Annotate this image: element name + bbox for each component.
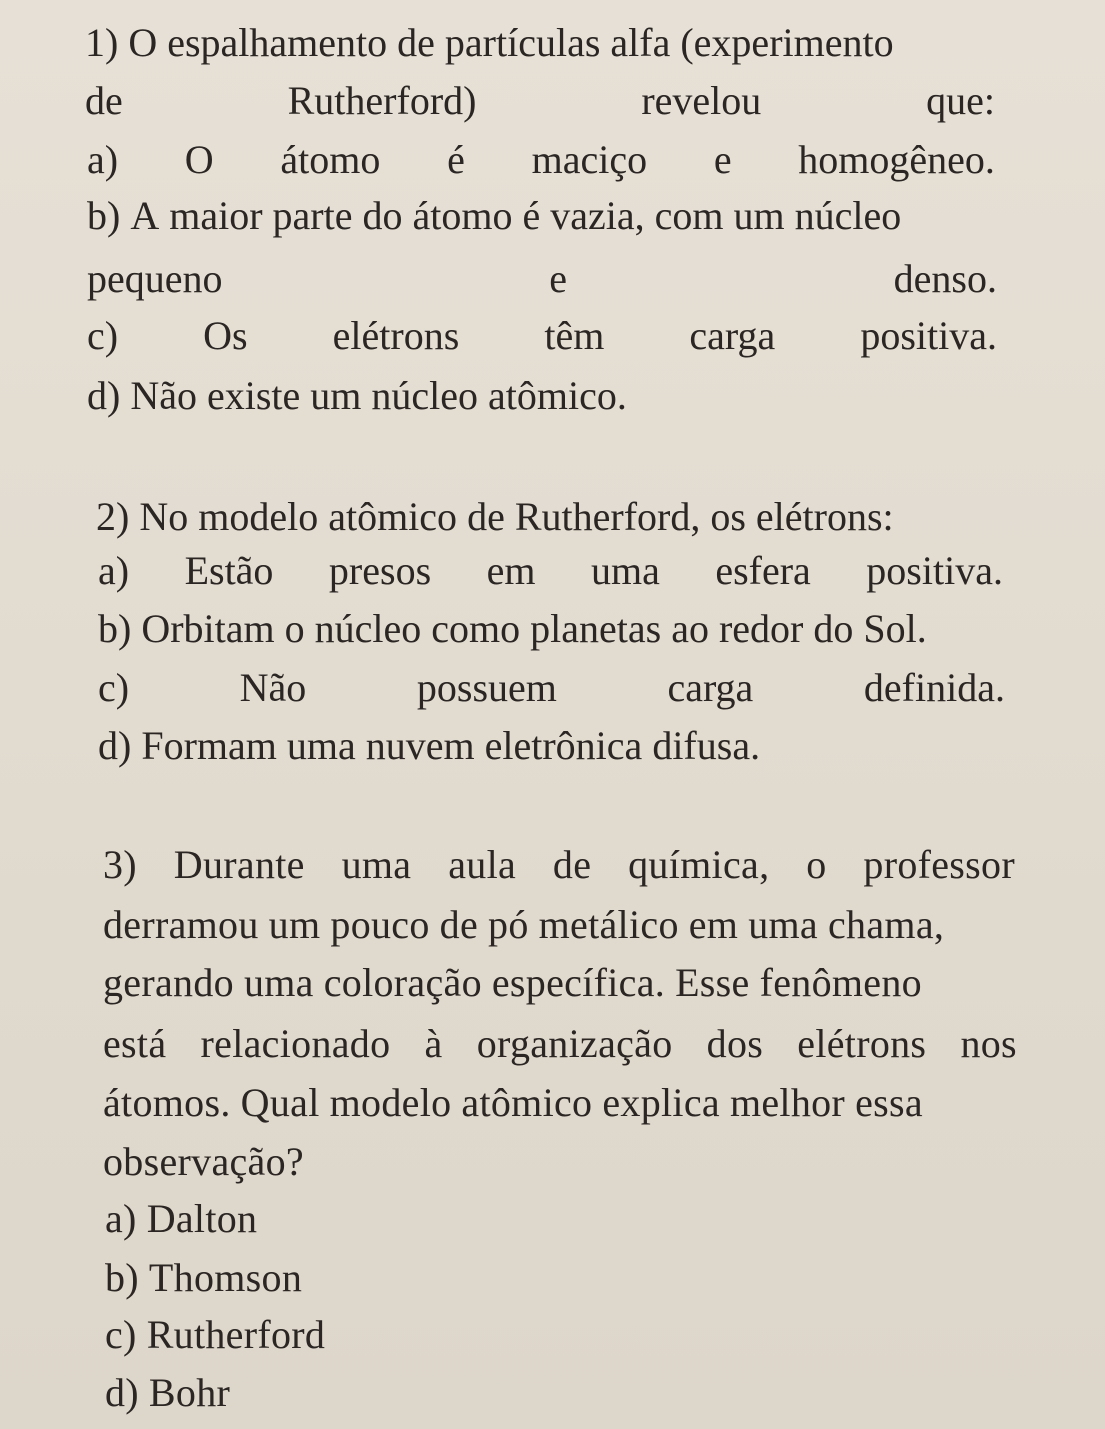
- word: gerando: [103, 960, 234, 1005]
- question-3-text-line: [103, 1074, 1017, 1132]
- question-3-option-line: [105, 1306, 1017, 1364]
- word: Formam: [141, 723, 277, 768]
- word: uma: [286, 723, 356, 768]
- question-1-option-line: [87, 131, 995, 189]
- word: de: [552, 842, 592, 887]
- word: à: [424, 1021, 443, 1066]
- word: dos: [706, 1021, 764, 1066]
- word: positiva.: [866, 548, 1003, 593]
- word: Durante: [173, 842, 305, 887]
- word: partículas: [444, 20, 601, 65]
- word: Rutherford,: [514, 494, 701, 539]
- word: a): [87, 137, 119, 182]
- question-2-option-line: [98, 600, 1005, 658]
- question-2-text-line: [96, 488, 1003, 546]
- word: Não: [239, 665, 307, 710]
- word: química,: [628, 842, 770, 887]
- word: Orbitam: [141, 606, 275, 651]
- word: possuem: [416, 665, 557, 710]
- word: nos: [960, 1021, 1017, 1066]
- question-1-option-line: [87, 307, 997, 365]
- word: positiva.: [860, 313, 997, 358]
- word: b): [105, 1255, 139, 1300]
- word: planetas: [530, 606, 662, 651]
- question-1-text-line: [85, 72, 995, 130]
- word: eletrônica: [484, 723, 643, 768]
- word: os: [710, 494, 746, 539]
- word: existe: [206, 373, 301, 418]
- word: a): [98, 548, 130, 593]
- word: carga: [689, 313, 776, 358]
- word: 2): [96, 494, 130, 539]
- word: b): [87, 193, 121, 238]
- word: aula: [448, 842, 517, 887]
- word: um: [310, 373, 362, 418]
- word: carga: [667, 665, 754, 710]
- word: c): [98, 665, 130, 710]
- word: modelo: [198, 494, 319, 539]
- question-3-text-line: [103, 954, 1017, 1012]
- question-1-option-line: [87, 250, 997, 308]
- word: A: [130, 193, 160, 238]
- word: Thomson: [148, 1255, 303, 1300]
- word: pouco: [330, 902, 430, 947]
- question-1-option-line: [87, 367, 997, 425]
- word: Bohr: [148, 1370, 231, 1415]
- word: No: [139, 494, 189, 539]
- word: alfa: [610, 20, 671, 65]
- word: 1): [85, 20, 119, 65]
- word: uma: [243, 960, 314, 1005]
- word: o: [806, 842, 827, 887]
- question-3-text-line: [103, 896, 1017, 954]
- question-2-option-line: [98, 717, 1005, 775]
- word: núcleo: [371, 373, 479, 418]
- word: Rutherford: [146, 1312, 326, 1357]
- word: que:: [926, 78, 995, 123]
- word: específica.: [491, 960, 666, 1005]
- word: Dalton: [146, 1196, 258, 1241]
- word: é: [522, 193, 541, 238]
- word: ao: [671, 606, 709, 651]
- word: pó: [488, 902, 529, 947]
- word: atômico: [461, 1080, 593, 1125]
- word: está: [103, 1021, 167, 1066]
- word: b): [98, 606, 132, 651]
- word: nuvem: [365, 723, 475, 768]
- word: definida.: [863, 665, 1005, 710]
- word: maciço: [531, 137, 648, 182]
- word: professor: [863, 842, 1015, 887]
- word: o: [284, 606, 305, 651]
- word: 3): [103, 842, 137, 887]
- word: homogêneo.: [798, 137, 995, 182]
- word: do: [813, 606, 854, 651]
- word: átomo: [412, 193, 513, 238]
- word: Qual: [240, 1080, 320, 1125]
- word: Rutherford): [287, 78, 477, 123]
- word: d): [105, 1370, 139, 1415]
- word: c): [105, 1312, 137, 1357]
- word: Sol.: [863, 606, 927, 651]
- word: Os: [203, 313, 248, 358]
- word: difusa.: [652, 723, 761, 768]
- word: Esse: [675, 960, 750, 1005]
- word: núcleo: [314, 606, 422, 651]
- word: melhor: [729, 1080, 846, 1125]
- word: têm: [544, 313, 605, 358]
- word: elétrons:: [755, 494, 894, 539]
- question-3-option-line: [105, 1190, 1017, 1248]
- word: uma: [748, 902, 818, 947]
- word: elétrons: [332, 313, 460, 358]
- word: uma: [590, 548, 660, 593]
- question-1-text-line: [85, 14, 993, 72]
- word: de: [439, 902, 479, 947]
- word: redor: [718, 606, 804, 651]
- question-3-option-line: [105, 1364, 1017, 1422]
- word: núcleo: [794, 193, 902, 238]
- question-3-text-line: [103, 1133, 1017, 1191]
- word: fenômeno: [759, 960, 922, 1005]
- word: em: [688, 902, 739, 947]
- word: do: [362, 193, 403, 238]
- word: Estão: [184, 548, 274, 593]
- word: d): [98, 723, 132, 768]
- word: elétrons: [797, 1021, 927, 1066]
- word: modelo: [329, 1080, 452, 1125]
- word: em: [486, 548, 536, 593]
- word: a): [105, 1196, 137, 1241]
- word: átomo: [280, 137, 381, 182]
- question-1-option-line: [87, 187, 995, 245]
- question-2-option-line: [98, 659, 1005, 717]
- word: revelou: [641, 78, 762, 123]
- word: de: [85, 78, 123, 123]
- word: observação?: [103, 1139, 304, 1184]
- word: relacionado: [200, 1021, 391, 1066]
- word: esfera: [715, 548, 811, 593]
- question-3-option-line: [105, 1249, 1017, 1307]
- word: espalhamento: [167, 20, 388, 65]
- word: vazia,: [550, 193, 645, 238]
- word: parte: [272, 193, 353, 238]
- word: derramou: [103, 902, 259, 947]
- word: como: [431, 606, 521, 651]
- word: organização: [476, 1021, 673, 1066]
- word: e: [549, 256, 567, 301]
- word: Não: [130, 373, 197, 418]
- word: denso.: [893, 256, 997, 301]
- word: de: [467, 494, 505, 539]
- word: d): [87, 373, 121, 418]
- word: e: [713, 137, 732, 182]
- word: metálico: [538, 902, 679, 947]
- word: uma: [341, 842, 412, 887]
- word: coloração: [323, 960, 482, 1005]
- word: atômico: [328, 494, 458, 539]
- word: é: [447, 137, 465, 182]
- word: um: [733, 193, 785, 238]
- question-3-text-line: [103, 1015, 1017, 1073]
- word: pequeno: [87, 256, 223, 301]
- word: chama,: [828, 902, 945, 947]
- word: O: [184, 137, 214, 182]
- word: explica: [602, 1080, 720, 1125]
- word: (experimento: [680, 20, 894, 65]
- word: maior: [169, 193, 263, 238]
- word: atômico.: [488, 373, 627, 418]
- word: c): [87, 313, 119, 358]
- word: O: [128, 20, 158, 65]
- word: átomos.: [103, 1080, 231, 1125]
- word: presos: [328, 548, 432, 593]
- word: essa: [855, 1080, 923, 1125]
- word: de: [397, 20, 435, 65]
- question-2-option-line: [98, 542, 1003, 600]
- word: com: [654, 193, 724, 238]
- word: um: [268, 902, 321, 947]
- question-3-text-line: [103, 836, 1015, 894]
